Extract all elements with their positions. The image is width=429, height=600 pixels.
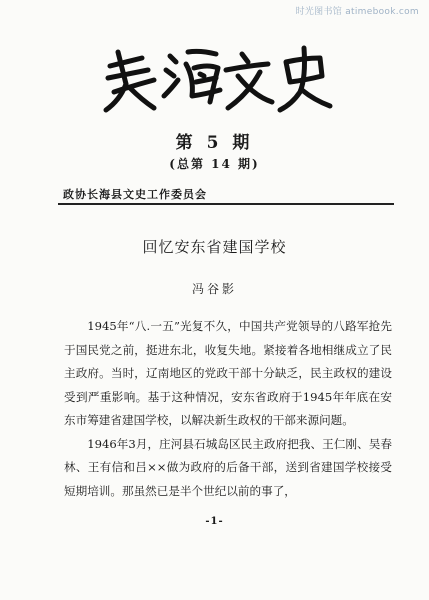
article-title: 回忆安东省建国学校 bbox=[142, 238, 287, 256]
header-divider bbox=[58, 203, 394, 205]
paragraph: 1946年3月，庄河县石城岛区民主政府把我、王仁刚、吴春林、王有信和吕××做为政府的后备干部，送到省建国学校接受短期培训。那虽然已是半个世纪以前的事了， bbox=[64, 436, 392, 498]
publisher-name: 政协长海县文史工作委员会 bbox=[63, 188, 207, 201]
issue-number: 第 5 期 bbox=[175, 133, 254, 153]
article-author: 冯谷影 bbox=[191, 282, 237, 296]
article-body bbox=[64, 315, 392, 503]
page-number: -1- bbox=[205, 516, 224, 527]
masthead-calligraphy bbox=[96, 38, 336, 122]
paragraph: 1945年“八.一五”光复不久，中国共产党领导的八路军抢先于国民党之前，挺进东北，收复失地。紧接着各地相继成立了民主政府。当时，辽南地区的党政干部十分缺乏，民主政权的建设受到严重影响。基于这种情况，安东省政府于1945年年底在安东市筹建省建国学校，以解决新生政权的干部来源问题。 bbox=[64, 319, 392, 427]
watermark-text: 时光图书馆 atimebook.com bbox=[295, 7, 419, 17]
issue-total-number: (总第 14 期) bbox=[169, 157, 260, 171]
